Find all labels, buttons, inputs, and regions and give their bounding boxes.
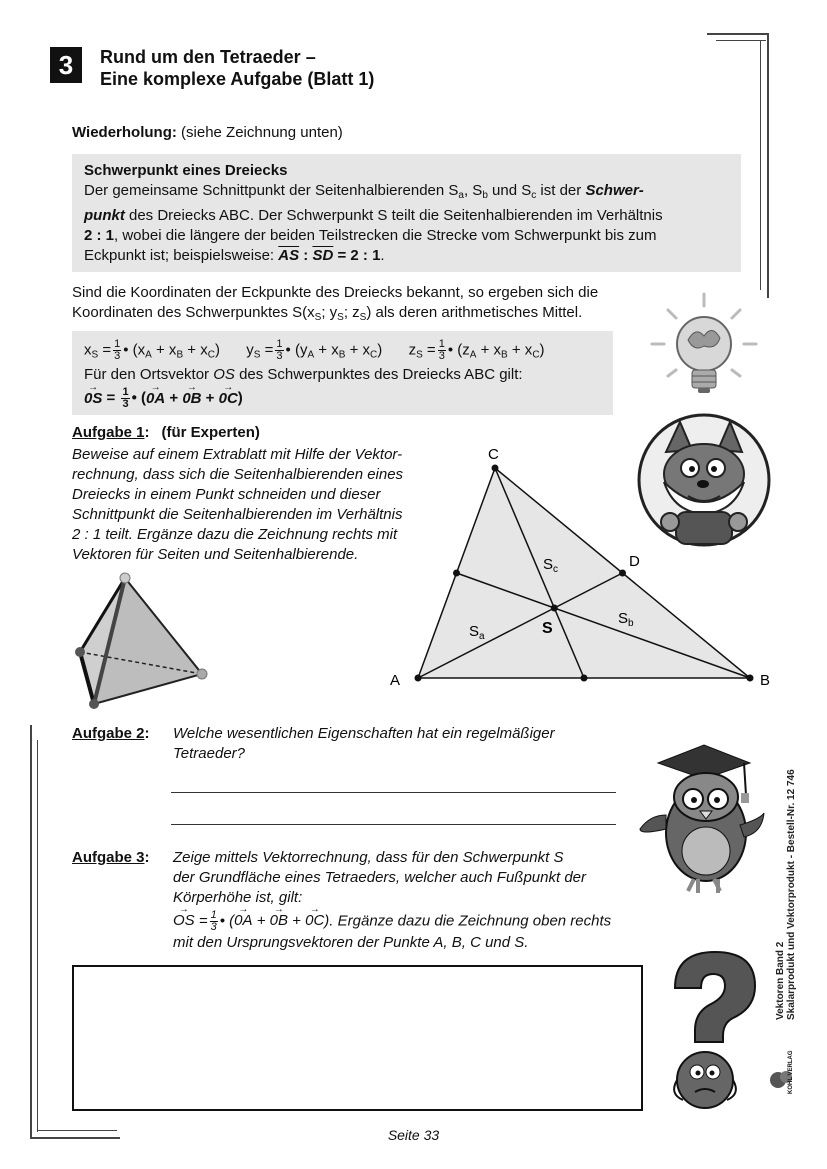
- task-3-text: Zeige mittels Vektorrechnung, dass für den Schwerpunkt S der Grundfläche eines Tetraeders, welcher auch Fußpunkt der Körperhöhe ist, gilt: → OS = $\frac{1}{3}$ • (→ 0A + → 0B + → 0C). Ergänze dazu die Zeichnung oben rechts mit den Ursprungsvektoren der Punkte A, B, C und S.: [173, 848, 673, 953]
- midpoint-d: [619, 570, 626, 577]
- label-c: C: [488, 446, 499, 463]
- vertex-b: [747, 675, 754, 682]
- centroid-line-2: punkt des Dreiecks ABC. Der Schwerpunkt S teilt die Seitenhalbierenden im Verhältnis: [84, 207, 663, 224]
- task-3: Aufgabe 3:: [72, 849, 150, 866]
- formula-box: [72, 331, 613, 415]
- task-1-label: Aufgabe 1: [72, 424, 145, 441]
- label-sa: $S_a$: [469, 623, 485, 642]
- title-line-2: Eine komplexe Aufgabe (Blatt 1): [100, 69, 375, 89]
- review-label: Wiederholung:: [72, 124, 177, 141]
- label-a: A: [390, 672, 401, 689]
- centroid-definition-box: [72, 154, 741, 272]
- answer-line-1[interactable]: [171, 792, 616, 793]
- task-1-line: Dreiecks in einem Punkt schneiden und dieser: [72, 486, 381, 503]
- task-1-line: 2 : 1 teilt. Ergänze dazu die Zeichnung rechts mit: [72, 526, 398, 543]
- task-1-line: rechnung, dass sich die Seitenhalbierenden eines: [72, 466, 404, 483]
- label-sb: $S_b$: [618, 610, 634, 629]
- answer-box[interactable]: [72, 965, 643, 1111]
- task-1-line: Beweise auf einem Extrablatt mit Hilfe der Vektor-: [72, 446, 403, 463]
- task-3-formula: → OS = $\frac{1}{3}$ • (→ 0A + → 0B + → 0C). Ergänze dazu die Zeichnung oben rechts: [173, 910, 673, 933]
- frame-top-right-2: [716, 40, 766, 41]
- coordinates-paragraph: [72, 283, 652, 328]
- midpoint-ab: [581, 675, 588, 682]
- tetrahedron-illustration: [70, 570, 215, 710]
- coordinates-line-1: Sind die Koordinaten der Eckpunkte des Dreiecks bekannt, so ergeben sich die: [72, 284, 599, 301]
- publisher-name: KOHL VERLAG: [788, 1050, 794, 1094]
- review-line: [72, 123, 343, 143]
- question-mark-icon: [655, 948, 763, 1118]
- task-1-line: Schnittpunkt die Seitenhalbierenden im Verhältnis: [72, 506, 403, 523]
- centroid-heading: Schwerpunkt eines Dreiecks: [84, 162, 288, 179]
- triangle-diagram: [385, 440, 785, 700]
- triangle-abc: [418, 468, 750, 678]
- label-sc: $S_c$: [543, 556, 559, 575]
- label-d: D: [629, 553, 640, 570]
- lightbulb-icon: [648, 290, 760, 402]
- label-b: B: [760, 672, 771, 689]
- frame-left: [30, 725, 32, 1139]
- label-s: S: [542, 620, 553, 637]
- centroid-s: [551, 605, 558, 612]
- centroid-line-3: 2 : 1, wobei die längere der beiden Teilstrecken die Strecke vom Schwerpunkt bis zum: [84, 227, 657, 244]
- task-3-label: Aufgabe 3: [72, 849, 145, 866]
- task-2-label: Aufgabe 2: [72, 725, 145, 742]
- frame-left-2: [37, 740, 38, 1132]
- midpoint-ac: [453, 570, 460, 577]
- centroid-line-4: Eckpunkt ist; beispielsweise: $\overline{AS}$ : $\overline{SD} = 2$ : 1.: [84, 247, 385, 264]
- frame-right-2: [760, 40, 761, 290]
- worksheet-number: 3: [50, 47, 82, 83]
- coordinate-formulas: $x_S$ = $\frac{1}{3}$ • $(x_A + x_B + x_C) y_S$ = $\frac{1}{3}$ • $(y_A + x_B + x_C) z_S$ = $\frac{1}{3}$ • $(z_A + x_B + x_C)$: [84, 338, 545, 362]
- vertex-a: [415, 675, 422, 682]
- task-1-heading: Aufgabe 1: (für Experten): [72, 424, 260, 441]
- side-publication-info: Vektoren Band 2 Skalarprodukt und Vektorprodukt - Bestell-Nr. 12 746: [775, 769, 797, 1020]
- page-number: Seite 33: [387, 1127, 440, 1143]
- page-title: [100, 46, 374, 90]
- frame-right: [767, 33, 769, 298]
- centroid-line-1: Der gemeinsame Schnittpunkt der Seitenhalbierenden $S_a$, $S_b$ und $S_c$ ist der Schwer-: [84, 182, 644, 201]
- title-line-1: Rund um den Tetraeder –: [100, 47, 316, 67]
- review-note: (siehe Zeichnung unten): [181, 124, 343, 141]
- task-2: Aufgabe 2:: [72, 725, 150, 742]
- vector-formula: → 0S = $\frac{1}{3}$ • (→ 0A + → 0B + → 0C): [84, 387, 601, 410]
- frame-top-right: [707, 33, 769, 35]
- task-1-line: Vektoren für Seiten und Seitenhalbierende.: [72, 546, 359, 563]
- vertex-c: [492, 465, 499, 472]
- ortsvektor-line: Für den Ortsvektor OS des Schwerpunktes des Dreiecks ABC gilt:: [84, 366, 523, 384]
- task-1-tag: (für Experten): [161, 424, 260, 441]
- coordinates-line-2: Koordinaten des Schwerpunktes $S(x_S$; $y_S$; $z_S$) als deren arithmetisches Mittel.: [72, 304, 583, 323]
- answer-line-2[interactable]: [171, 824, 616, 825]
- task-2-text: Welche wesentlichen Eigenschaften hat ein regelmäßiger Tetraeder?: [173, 725, 555, 762]
